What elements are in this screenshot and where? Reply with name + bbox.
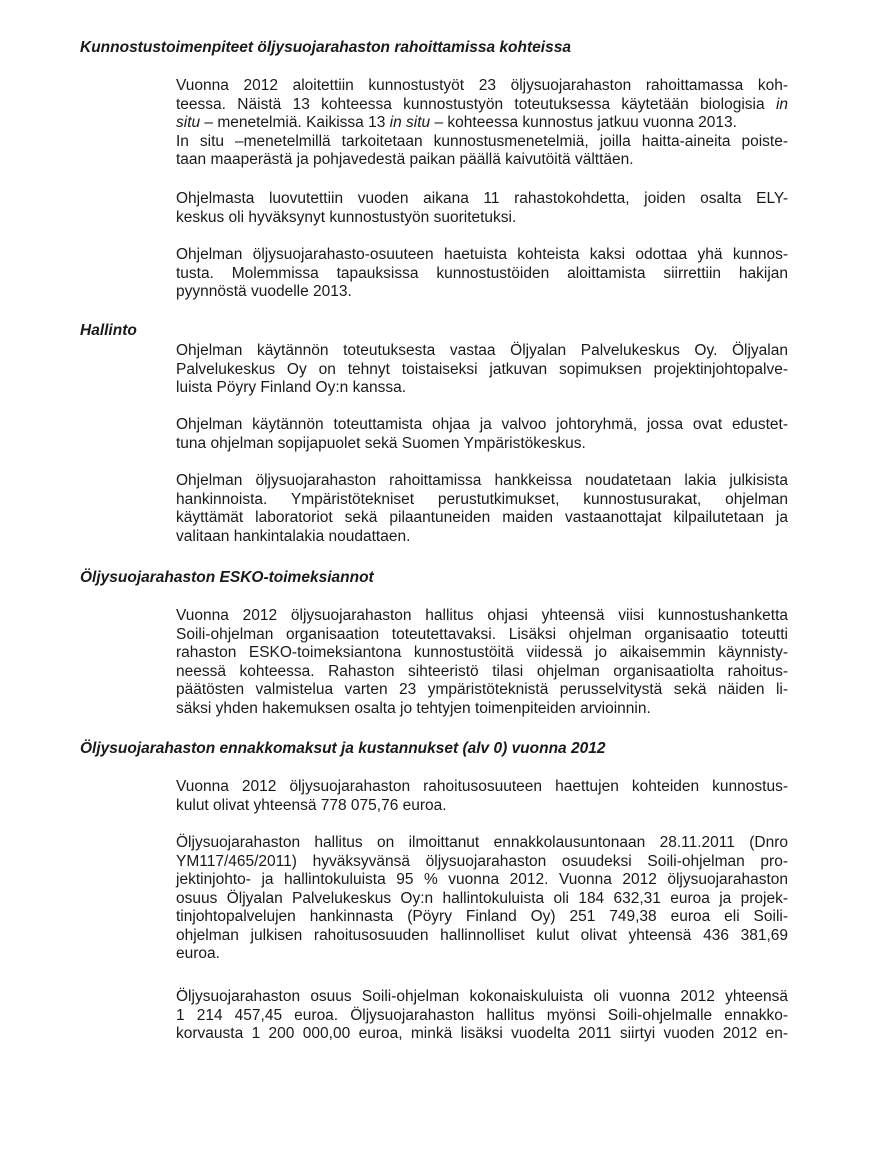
text-line: ohjelman julkisen rahoitusosuuden hallinnolliset kulut olivat yhteensä 436 381,69 (176, 926, 788, 944)
paragraph-rahastokohteet-luovutettu (176, 190, 788, 227)
text-line: teessa. Näistä 13 kohteessa kunnostustyön toteutuksessa käytetään biologisia in (176, 95, 789, 113)
text-line: säksi yhden hakemuksen osalta jo tehtyjen toimenpiteiden arvioinnin. (176, 699, 651, 717)
text-line: kulut olivat yhteensä 778 075,76 euroa. (176, 796, 447, 814)
paragraph-esko-kunnostushankkeet (176, 607, 788, 718)
section-heading-kunnostustoimenpiteet: Kunnostustoimenpiteet öljysuojarahaston rahoittamissa kohteissa (80, 39, 571, 56)
paragraph-hallintokulut (176, 834, 788, 964)
text-line: Ohjelman käytännön toteutuksesta vastaa Öljyalan Palvelukeskus Oy. Öljyalan (176, 342, 788, 359)
text-line: tusta. Molemmissa tapauksissa kunnostustöiden aloittamista siirrettiin hakijan (176, 264, 788, 282)
text-line: Öljysuojarahaston osuus Soili-ohjelman kokonaiskuluista oli vuonna 2012 yhteensä (176, 988, 788, 1005)
text-line: Soili-ohjelman organisaation toteutettavaksi. Lisäksi ohjelman organisaatio toteutti (176, 625, 788, 643)
text-line: In situ –menetelmillä tarkoitetaan kunnostusmenetelmiä, joilla haitta-aineita poiste- (176, 132, 788, 150)
paragraph-julkiset-hankinnat (176, 472, 788, 546)
text-line: Ohjelman öljysuojarahasto-osuuteen haetuista kohteista kaksi odottaa yhä kunnos- (176, 246, 788, 263)
text-line: tinjohtopalvelujen hankinnasta (Pöyry Finland Oy) 251 749,38 euroa eli Soili- (176, 908, 788, 925)
text-line: Vuonna 2012 aloitettiin kunnostustyöt 23 öljysuojarahaston rahoittamassa koh- (176, 77, 788, 94)
text-line: Ohjelman öljysuojarahaston rahoittamissa hankkeissa noudatetaan lakia julkisista (176, 472, 788, 489)
paragraph-johtoryhma (176, 416, 788, 453)
text-line: tuna ohjelman sopijapuolet sekä Suomen Ympäristökeskus. (176, 434, 586, 452)
text-line: korvausta 1 200 000,00 euroa, minkä lisäksi vuodelta 2011 siirtyi vuoden 2012 en- (176, 1025, 788, 1042)
section-heading-esko-toimeksiannot: Öljysuojarahaston ESKO-toimeksiannot (80, 569, 374, 586)
text-line: situ – menetelmiä. Kaikissa 13 in situ – kohteessa kunnostus jatkuu vuonna 2013. (176, 114, 737, 131)
section-heading-hallinto: Hallinto (80, 322, 137, 339)
text-line: keskus oli hyväksynyt kunnostustyön suoritetuksi. (176, 208, 517, 226)
text-line: Vuonna 2012 öljysuojarahaston rahoitusosuuteen haettujen kohteiden kunnostus- (176, 778, 788, 795)
text-line: Palvelukeskus Oy on tehnyt toistaiseksi jatkuvan sopimuksen projektinjohtopalve- (176, 360, 788, 378)
text-line: YM117/465/2011) hyväksyvänsä öljysuojarahaston osuudeksi Soili-ohjelman pro- (176, 852, 788, 870)
paragraph-kaytannon-toteutus (176, 342, 788, 398)
text-line: jektinjohto- ja hallintokuluista 95 % vuonna 2012. Vuonna 2012 öljysuojarahaston (176, 871, 788, 888)
text-line: valitaan hankintalakia noudattaen. (176, 527, 411, 545)
text-line: taan maaperästä ja pohjavedestä paikan päällä kaivutöitä välttäen. (176, 151, 634, 168)
paragraph-odottavat-kohteet (176, 246, 788, 302)
text-line: rahaston ESKO-toimeksiantona kunnostustöitä viidessä jo aikaisemmin käynnisty- (176, 644, 788, 661)
text-line: pyynnöstä vuodelle 2013. (176, 283, 352, 300)
text-line: Ohjelman käytännön toteuttamista ohjaa ja valvoo johtoryhmä, jossa ovat edustet- (176, 416, 788, 433)
text-line: Vuonna 2012 öljysuojarahaston hallitus ohjasi yhteensä viisi kunnostushanketta (176, 607, 788, 624)
paragraph-kokonaiskulut (176, 988, 788, 1044)
text-line: luista Pöyry Finland Oy:n kanssa. (176, 379, 407, 396)
text-line: päätösten valmistelua varten 23 ympäristöteknistä perusselvitystä sekä näiden li- (176, 681, 788, 698)
text-line: käyttämät laboratoriot sekä pilaantuneiden maiden vastaanottajat kilpailutetaan ja (176, 509, 788, 526)
paragraph-kunnostustyot-2012 (176, 77, 788, 170)
text-line: Öljysuojarahaston hallitus on ilmoittanut ennakkolausuntonaan 28.11.2011 (Dnro (176, 834, 788, 851)
section-heading-ennakkomaksut-ja-kustannukset: Öljysuojarahaston ennakkomaksut ja kustannukset (alv 0) vuonna 2012 (80, 740, 606, 757)
paragraph-kunnostuskulut (176, 778, 788, 815)
text-line: euroa. (176, 945, 220, 962)
text-line: 1 214 457,45 euroa. Öljysuojarahaston hallitus myönsi Soili-ohjelmalle ennakko- (176, 1006, 788, 1024)
text-line: hankinnoista. Ympäristötekniset perustutkimukset, kunnostusurakat, ohjelman (176, 490, 788, 508)
text-line: neessä kohteessa. Rahaston sihteeristö tilasi ohjelman organisaatiolta rahoitus- (176, 662, 788, 680)
text-line: osuus Öljyalan Palvelukeskus Oy:n hallintokuluista oli 184 632,31 euroa ja projek- (176, 889, 788, 907)
text-line: Ohjelmasta luovutettiin vuoden aikana 11 rahastokohdetta, joiden osalta ELY- (176, 190, 788, 207)
